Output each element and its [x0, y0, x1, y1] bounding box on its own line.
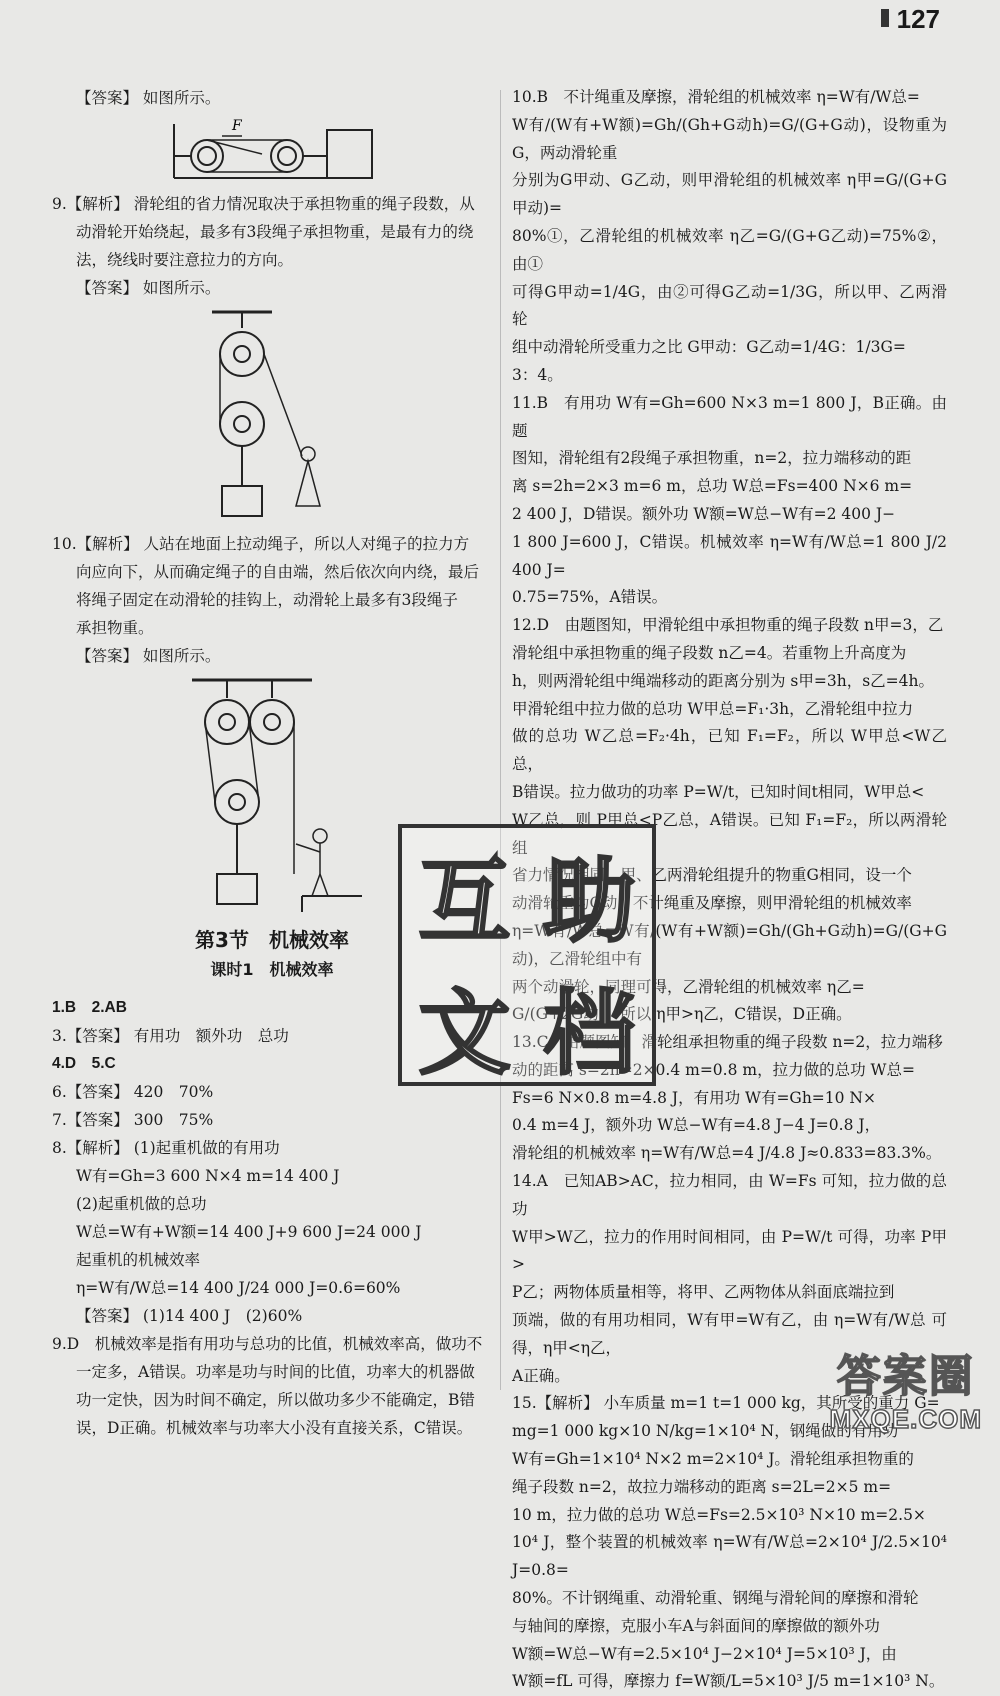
watermark-stamp [398, 824, 656, 1086]
r-line-44: W额=W总−W有=2.5×10⁴ J−2×10⁴ J=5×10³ J，由 [512, 1644, 897, 1663]
r-line-30: 滑轮组的机械效率 η=W有/W总=4 J/4.8 J≈0.833=83.3%。 [512, 1144, 942, 1163]
r-line-12: 1 800 J=600 J，C错误。机械效率 η=W有/W总=1 800 J/2 400 J= [512, 532, 947, 579]
section-title: 第3节 机械效率 [195, 928, 349, 952]
r-line-19: B错误。拉力做功的功率 P=W/t，已知时间t相同，W甲总< [512, 782, 925, 801]
r-line-36: 15.【解析】 小车质量 m=1 t=1 000 kg，其所受的重力 G= [512, 1394, 940, 1413]
r-line-43: 与轴间的摩擦，克服小车A与斜面间的摩擦做的额外功 [512, 1616, 880, 1635]
q10-line-1: 10.【解析】 人站在地面上拉动绳子，所以人对绳子的拉力方 [52, 535, 470, 553]
ans-line-5: 7.【答案】 300 75% [52, 1111, 214, 1129]
q9-line-3: 法，绕线时要注意拉力的方向。 [76, 251, 294, 269]
stamp-char-2: 助 [543, 847, 636, 955]
r-line-33: P乙；两物体质量相等，将甲、乙两物体从斜面底端拉到 [512, 1283, 895, 1302]
r-line-23: η=W有/W总=W有/(W有+W额)=Gh/(Gh+G动h)=G/(G+G动)，乙滑轮组中有 [512, 921, 947, 968]
r-line-25: G/(G+2G动)，所以 η甲>η乙，C错误，D正确。 [512, 1005, 852, 1024]
force-label: F [232, 118, 242, 134]
ans-line-1: 1.B 2.AB [52, 999, 127, 1016]
r-line-13: 0.75=75%，A错误。 [512, 588, 668, 607]
r-line-31: 14.A 已知AB>AC，拉力相同，由 W=Fs 可知，拉力做的总功 [512, 1172, 947, 1218]
ans-line-15: 功一定快，因为时间不确定，所以做功多少不能确定，B错 [76, 1391, 475, 1409]
r-line-11: 2 400 J，D错误。额外功 W额=W总−W有=2 400 J− [512, 504, 896, 523]
q8-answer: 【答案】 如图所示。 [76, 89, 221, 107]
r-line-14: 12.D 由题图知，甲滑轮组中承担物重的绳子段数 n甲=3，乙 [512, 616, 944, 635]
r-line-35: A正确。 [512, 1366, 570, 1385]
r-line-42: 80%。不计钢绳重、动滑轮重、钢绳与滑轮间的摩擦和滑轮 [512, 1589, 919, 1608]
page-number: 127 [881, 4, 940, 35]
r-line-6: 组中动滑轮所受重力之比 G甲动：G乙动=1/4G：1/3G= [512, 338, 906, 357]
ans-line-7: W有=Gh=3 600 N×4 m=14 400 J [76, 1167, 340, 1185]
r-line-24: 两个动滑轮，同理可得，乙滑轮组的机械效率 η乙= [512, 977, 865, 996]
q9-line-1: 9.【解析】 滑轮组的省力情况取决于承担物重的绳子段数，从 [52, 195, 475, 213]
r-line-41: 10⁴ J，整个装置的机械效率 η=W有/W总=2×10⁴ J/2.5×10⁴ J=0.8= [512, 1533, 947, 1580]
r-line-29: 0.4 m=4 J，额外功 W总−W有=4.8 J−4 J=0.8 J， [512, 1116, 881, 1135]
ans-line-8: (2)起重机做的总功 [76, 1195, 207, 1213]
left-column [52, 84, 492, 1442]
corner-watermark [830, 1340, 982, 1435]
q10-line-2: 向应向下，从而确定绳子的自由端，然后依次向内绕，最后 [76, 563, 480, 581]
r-line-21: 省力情况相同，甲、乙两滑轮组提升的物重G相同，设一个 [512, 866, 912, 885]
column-divider [500, 90, 501, 1390]
lesson-title: 课时1 机械效率 [210, 960, 334, 979]
q9-answer: 【答案】 如图所示。 [76, 279, 221, 297]
ans-line-12: 【答案】 (1)14 400 J (2)60% [76, 1307, 303, 1325]
q10-answer: 【答案】 如图所示。 [76, 647, 221, 665]
r-line-4: 80%①，乙滑轮组的机械效率 η乙=G/(G+G乙动)=75%②，由① [512, 226, 947, 273]
stamp-char-4: 档 [543, 979, 636, 1087]
r-line-45: W额=fL 可得，摩擦力 f=W额/L=5×10³ J/5 m=1×10³ N。 [512, 1672, 945, 1691]
r-line-2: W有/(W有+W额)=Gh/(Gh+G动h)=G/(G+G动)，设物重为G，两动滑轮重 [512, 115, 947, 162]
r-line-39: 绳子段数 n=2，故拉力端移动的距离 s=2L=2×5 m= [512, 1477, 892, 1496]
ans-line-10: 起重机的机械效率 [76, 1251, 201, 1269]
r-line-38: W有=Gh=1×10⁴ N×2 m=2×10⁴ J。滑轮组承担物重的 [512, 1450, 914, 1469]
ans-line-9: W总=W有+W额=14 400 J+9 600 J=24 000 J [76, 1223, 422, 1241]
ans-line-14: 一定多，A错误。功率是功与时间的比值，功率大的机器做 [76, 1363, 475, 1381]
watermark-url: MXQE.COM [829, 1404, 982, 1434]
r-line-27: 动的距离 s=2h=2×0.4 m=0.8 m，拉力做的总功 W总= [512, 1060, 915, 1079]
q10-line-4: 承担物重。 [76, 619, 154, 637]
ans-line-2: 3.【答案】 有用功 额外功 总功 [52, 1027, 289, 1045]
r-line-16: h，则两滑轮组中绳端移动的距离分别为 s甲=3h，s乙=4h。 [512, 671, 934, 690]
r-line-8: 11.B 有用功 W有=Gh=600 N×3 m=1 800 J，B正确。由题 [512, 393, 947, 440]
stamp-char-3: 文 [418, 979, 511, 1087]
r-line-5: 可得G甲动=1/4G，由②可得G乙动=1/3G，所以甲、乙两滑轮 [512, 282, 947, 329]
stamp-char-1: 互 [418, 847, 511, 955]
r-line-10: 离 s=2h=2×3 m=6 m，总功 W总=Fs=400 N×6 m= [512, 477, 913, 496]
r-line-28: Fs=6 N×0.8 m=4.8 J，有用功 W有=Gh=10 N× [512, 1088, 876, 1107]
r-line-34: 顶端，做的有用功相同，W有甲=W有乙，由 η=W有/W总 可得，η甲<η乙， [512, 1311, 947, 1357]
r-line-22: 动滑轮重为G动，不计绳重及摩擦，则甲滑轮组的机械效率 [512, 894, 912, 913]
r-line-17: 甲滑轮组中拉力做的总功 W甲总=F₁·3h，乙滑轮组中拉力 [512, 699, 914, 718]
r-line-3: 分别为G甲动、G乙动，则甲滑轮组的机械效率 η甲=G/(G+G甲动)= [512, 171, 947, 218]
watermark-title: 答案圈 [836, 1351, 975, 1402]
pulley-figure-man [172, 674, 372, 914]
ans-line-16: 误，D正确。机械效率与功率大小没有直接关系，C错误。 [76, 1419, 473, 1437]
ans-line-3: 4.D 5.C [52, 1055, 116, 1072]
ans-line-11: η=W有/W总=14 400 J/24 000 J=0.6=60% [76, 1279, 401, 1297]
q10-line-3: 将绳子固定在动滑轮的挂钩上，动滑轮上最多有3段绳子 [76, 591, 458, 609]
q9-line-2: 动滑轮开始绕起，最多有3段绳子承担物重，是最有力的绕 [76, 223, 474, 241]
r-line-18: 做的总功 W乙总=F₂·4h，已知 F₁=F₂，所以 W甲总<W乙总， [512, 727, 947, 774]
r-line-32: W甲>W乙，拉力的作用时间相同，由 P=W/t 可得，功率 P甲> [512, 1227, 947, 1274]
ans-line-13: 9.D 机械效率是指有用功与总功的比值，机械效率高，做功不 [52, 1335, 483, 1353]
r-line-26: 13.C 由题图知，滑轮组承担物重的绳子段数 n=2，拉力端移 [512, 1033, 943, 1052]
pulley-figure-horizontal [162, 116, 382, 186]
r-line-9: 图知，滑轮组有2段绳子承担物重，n=2，拉力端移动的距 [512, 449, 912, 468]
r-line-15: 滑轮组中承担物重的绳子段数 n乙=4。若重物上升高度为 [512, 643, 907, 662]
r-line-7: 3：4。 [512, 365, 563, 384]
r-line-20: W乙总，则 P甲总<P乙总，A错误。已知 F₁=F₂，所以两滑轮组 [512, 810, 947, 857]
ans-line-4: 6.【答案】 420 70% [52, 1083, 214, 1101]
pulley-figure-girl [192, 306, 352, 526]
r-line-40: 10 m，拉力做的总功 W总=Fs=2.5×10³ N×10 m=2.5× [512, 1505, 926, 1524]
ans-line-6: 8.【解析】 (1)起重机做的有用功 [52, 1139, 280, 1157]
r-line-1: 10.B 不计绳重及摩擦，滑轮组的机械效率 η=W有/W总= [512, 88, 920, 106]
r-line-37: mg=1 000 kg×10 N/kg=1×10⁴ N，钢绳做的有用功 [512, 1422, 899, 1441]
